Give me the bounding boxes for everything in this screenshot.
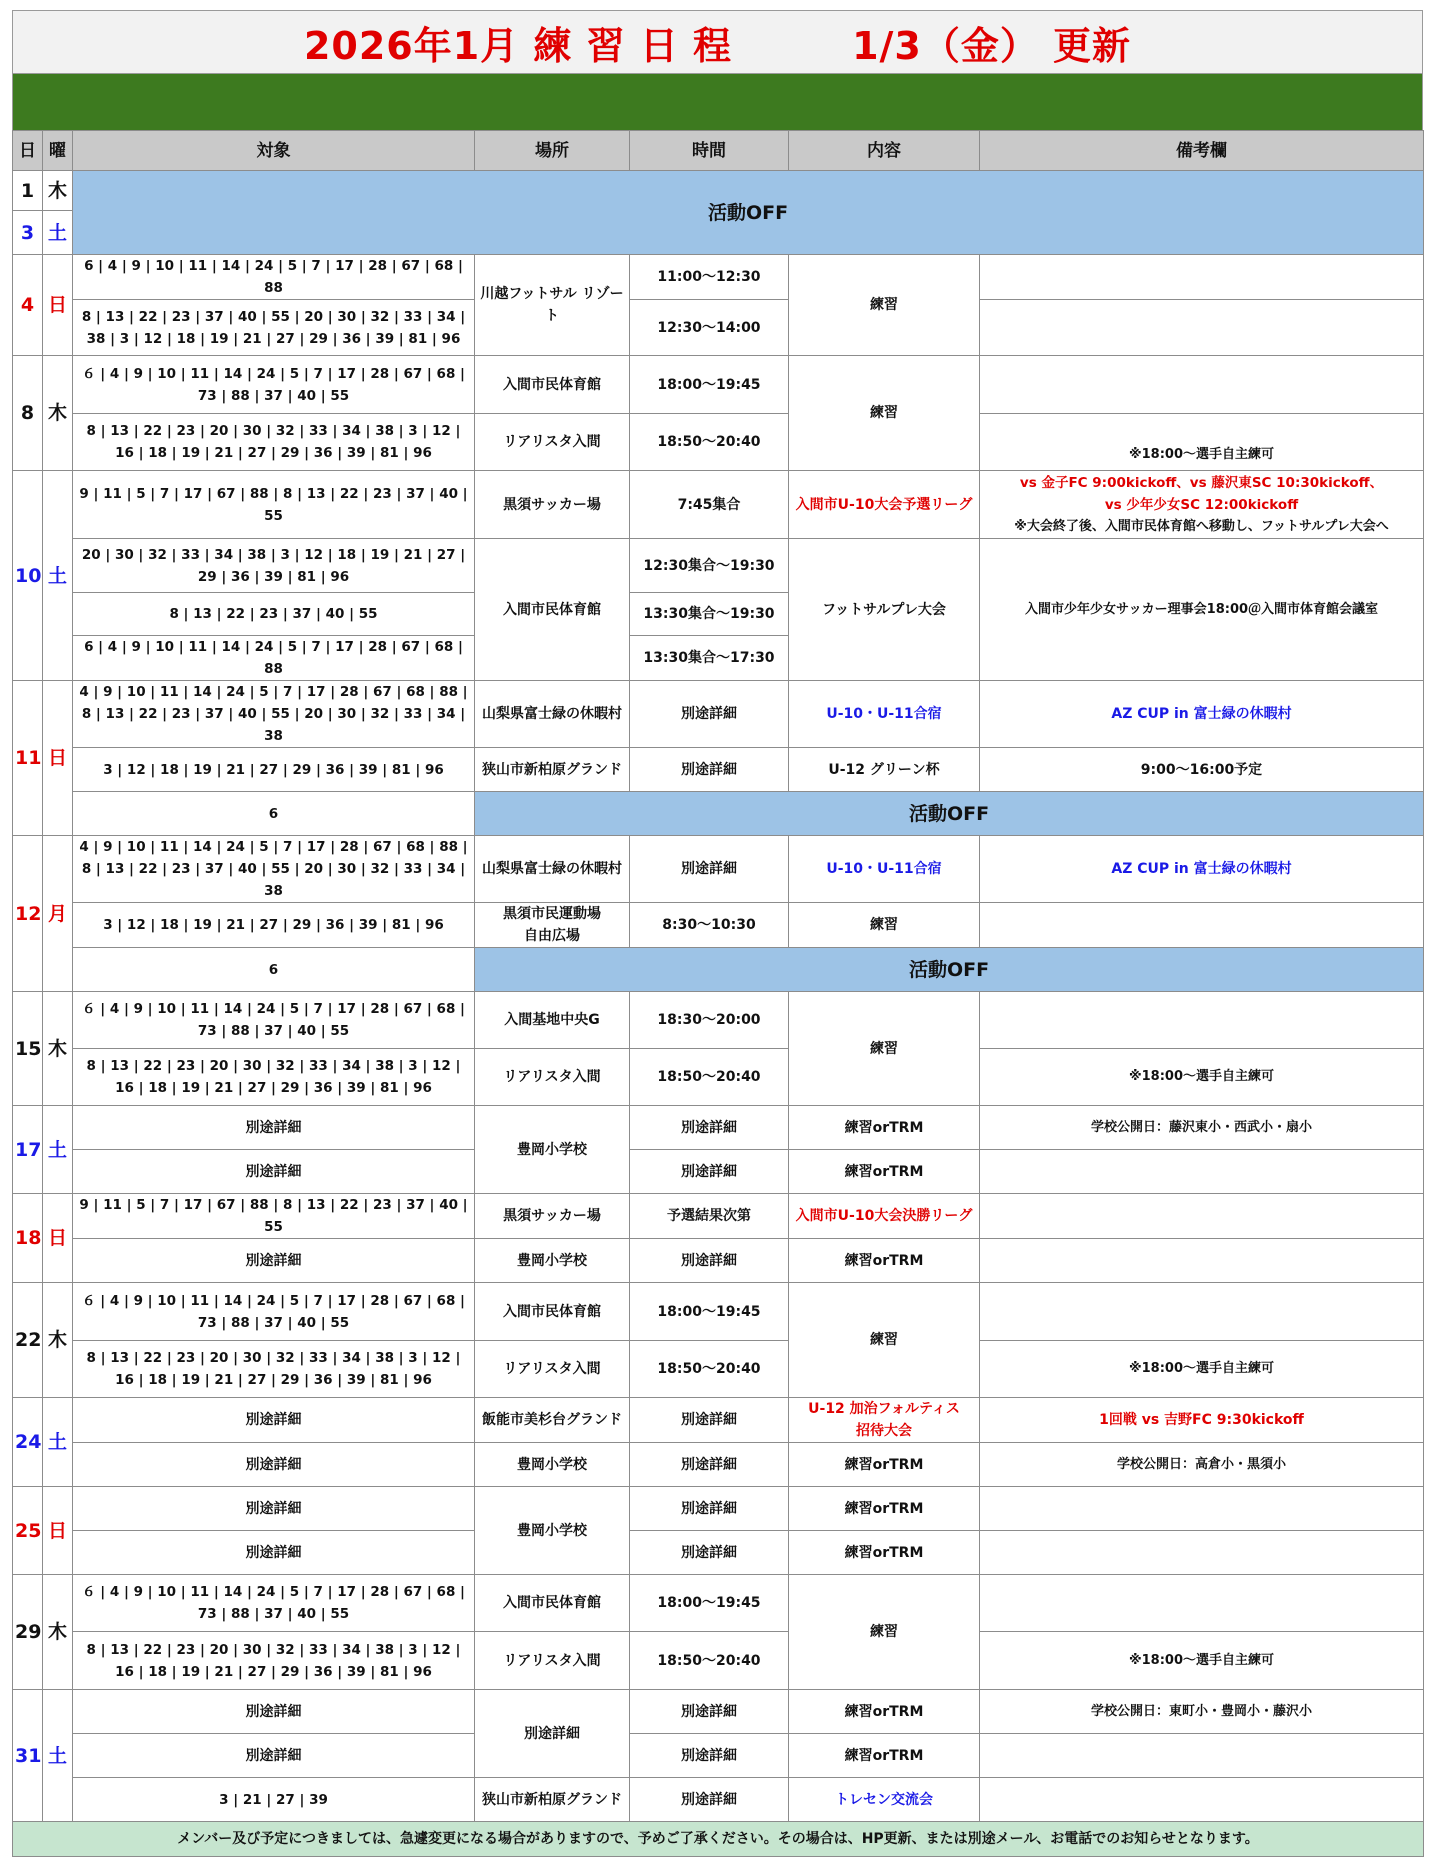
table-row: [13, 471, 1424, 539]
table-row: [13, 1341, 1424, 1398]
target-cell: 別途詳細: [73, 1531, 475, 1575]
place-cell: 狭山市新柏原グランド: [475, 1778, 630, 1822]
content-cell: トレセン交流会: [789, 1778, 980, 1822]
time-cell: 13:30集合～19:30: [630, 593, 789, 636]
table-row: [13, 1283, 1424, 1341]
content-cell: 練習orTRM: [789, 1150, 980, 1194]
content-line: 招待大会: [856, 1423, 912, 1439]
content-line: U-12 加治フォルティス: [808, 1401, 960, 1417]
target-cell: 8 | 13 | 22 | 23 | 20 | 30 | 32 | 33 | 34 | 38 | 3 | 12 | 16 | 18 | 19 | 21 | 27 | 29 | 36 | 39 | 81 | 96: [73, 1049, 475, 1106]
day-number: 12: [13, 836, 43, 992]
time-cell: 別途詳細: [630, 1398, 789, 1443]
off-cell: 活動OFF: [73, 171, 1424, 255]
table-row: [13, 681, 1424, 748]
note-cell: 入間市少年少女サッカー理事会18:00＠入間市体育館会議室: [980, 539, 1424, 681]
place-cell: 入間市民体育館: [475, 356, 630, 414]
place-line: 自由広場: [524, 928, 580, 944]
note-cell: 1回戦 vs 吉野FC 9:30kickoff: [980, 1398, 1424, 1443]
content-cell: 練習orTRM: [789, 1443, 980, 1487]
note-cell: [980, 1575, 1424, 1632]
weekday: 土: [43, 211, 73, 255]
header-place: 場所: [475, 131, 630, 171]
weekday: 木: [43, 171, 73, 211]
place-cell: 入間基地中央G: [475, 992, 630, 1049]
time-cell: 別途詳細: [630, 1734, 789, 1778]
place-cell: 入間市民体育館: [475, 539, 630, 681]
table-row: [13, 255, 1424, 300]
day-number: 25: [13, 1487, 43, 1575]
time-cell: 18:30～20:00: [630, 992, 789, 1049]
target-cell: 20 | 30 | 32 | 33 | 34 | 38 | 3 | 12 | 18 | 19 | 21 | 27 | 29 | 36 | 39 | 81 | 96: [73, 539, 475, 593]
weekday: 木: [43, 356, 73, 471]
note-cell: [980, 1778, 1424, 1822]
header-target: 対象: [73, 131, 475, 171]
day-number: 18: [13, 1194, 43, 1283]
target-cell: ６ | 4 | 9 | 10 | 11 | 14 | 24 | 5 | 7 | 17 | 28 | 67 | 68 | 73 | 88 | 37 | 40 | 55: [73, 356, 475, 414]
target-cell: 6: [73, 792, 475, 836]
note-cell: [980, 1283, 1424, 1341]
weekday: 木: [43, 1575, 73, 1690]
header-time: 時間: [630, 131, 789, 171]
target-cell: 別途詳細: [73, 1150, 475, 1194]
weekday: 土: [43, 1690, 73, 1822]
time-cell: 18:00～19:45: [630, 356, 789, 414]
table-row: [13, 792, 1424, 836]
weekday: 月: [43, 836, 73, 992]
target-cell: 別途詳細: [73, 1106, 475, 1150]
header-content: 内容: [789, 131, 980, 171]
place-cell: 狭山市新柏原グランド: [475, 748, 630, 792]
day-number: 17: [13, 1106, 43, 1194]
content-cell: 練習: [789, 356, 980, 471]
weekday: 木: [43, 992, 73, 1106]
table-row: [13, 992, 1424, 1049]
table-row: [13, 171, 1424, 211]
target-cell: 6 | 4 | 9 | 10 | 11 | 14 | 24 | 5 | 7 | 17 | 28 | 67 | 68 | 88: [73, 255, 475, 300]
weekday: 日: [43, 681, 73, 836]
target-cell: 4 | 9 | 10 | 11 | 14 | 24 | 5 | 7 | 17 | 28 | 67 | 68 | 88 | 8 | 13 | 22 | 23 | 37 | 40 | 55 | 20 | 30 | 32 | 33 | 34 | 38: [73, 836, 475, 903]
off-cell: 活動OFF: [475, 948, 1424, 992]
time-cell: 別途詳細: [630, 1443, 789, 1487]
content-cell: 入間市U-10大会予選リーグ: [789, 471, 980, 539]
time-cell: 11:00～12:30: [630, 255, 789, 300]
content-cell: 練習orTRM: [789, 1690, 980, 1734]
time-cell: 別途詳細: [630, 748, 789, 792]
place-cell: リアリスタ入間: [475, 414, 630, 471]
time-cell: 別途詳細: [630, 836, 789, 903]
table-row: [13, 1778, 1424, 1822]
note-cell: ※18:00～選手自主練可: [980, 1341, 1424, 1398]
weekday: 日: [43, 255, 73, 356]
target-cell: 別途詳細: [73, 1398, 475, 1443]
note-cell: 学校公開日：東町小・豊岡小・藤沢小: [980, 1690, 1424, 1734]
table-row: [13, 1632, 1424, 1690]
table-row: [13, 1239, 1424, 1283]
content-cell: 入間市U-10大会決勝リーグ: [789, 1194, 980, 1239]
day-number: 31: [13, 1690, 43, 1822]
note-cell: [980, 471, 1424, 539]
table-row: [13, 1106, 1424, 1150]
time-cell: 18:00～19:45: [630, 1283, 789, 1341]
time-cell: 18:50～20:40: [630, 1341, 789, 1398]
target-cell: ６ | 4 | 9 | 10 | 11 | 14 | 24 | 5 | 7 | 17 | 28 | 67 | 68 | 73 | 88 | 37 | 40 | 55: [73, 1575, 475, 1632]
footer-notice: メンバー及び予定につきましては、急遽変更になる場合がありますので、予めご了承ください。その場合は、HP更新、または別途メール、お電話でのお知らせとなります。: [13, 1822, 1424, 1857]
title-month: 2026年1月 練 習 日 程: [303, 23, 733, 68]
footer-row: [13, 1822, 1424, 1857]
time-cell: 別途詳細: [630, 1150, 789, 1194]
day-number: 3: [13, 211, 43, 255]
target-cell: 別途詳細: [73, 1239, 475, 1283]
off-cell: 活動OFF: [475, 792, 1424, 836]
time-cell: 別途詳細: [630, 1531, 789, 1575]
table-row: [13, 414, 1424, 471]
target-cell: 6: [73, 948, 475, 992]
note-line: vs 金子FC 9:00kickoff、vs 藤沢東SC 10:30kickoff、: [1019, 474, 1384, 491]
target-cell: 9 | 11 | 5 | 7 | 17 | 67 | 88 | 8 | 13 | 22 | 23 | 37 | 40 | 55: [73, 471, 475, 539]
note-cell: [980, 992, 1424, 1049]
time-cell: 別途詳細: [630, 1106, 789, 1150]
note-cell: AZ CUP in 富士緑の休暇村: [980, 681, 1424, 748]
schedule-table: [12, 130, 1424, 1857]
content-cell: U-12 グリーン杯: [789, 748, 980, 792]
schedule-sheet: [12, 10, 1423, 1857]
time-cell: 別途詳細: [630, 1487, 789, 1531]
table-row: [13, 948, 1424, 992]
place-cell: 豊岡小学校: [475, 1106, 630, 1194]
note-cell: ※18:00～選手自主練可: [980, 1049, 1424, 1106]
time-cell: 7:45集合: [630, 471, 789, 539]
place-cell: 飯能市美杉台グランド: [475, 1398, 630, 1443]
time-cell: 13:30集合～17:30: [630, 636, 789, 681]
place-cell: [475, 903, 630, 948]
day-number: 22: [13, 1283, 43, 1398]
day-number: 15: [13, 992, 43, 1106]
header-band: [12, 74, 1423, 130]
content-cell: 練習orTRM: [789, 1239, 980, 1283]
table-row: [13, 1194, 1424, 1239]
place-cell: 黒須サッカー場: [475, 1194, 630, 1239]
target-cell: 8 | 13 | 22 | 23 | 20 | 30 | 32 | 33 | 34 | 38 | 3 | 12 | 16 | 18 | 19 | 21 | 27 | 29 | 36 | 39 | 81 | 96: [73, 1341, 475, 1398]
weekday: 土: [43, 1106, 73, 1194]
target-cell: 別途詳細: [73, 1734, 475, 1778]
content-cell: 練習: [789, 992, 980, 1106]
note-cell: 学校公開日：高倉小・黒須小: [980, 1443, 1424, 1487]
target-cell: 別途詳細: [73, 1690, 475, 1734]
time-cell: 12:30集合～19:30: [630, 539, 789, 593]
note-cell: [980, 1487, 1424, 1531]
header-weekday: 曜: [43, 131, 73, 171]
table-row: [13, 1398, 1424, 1443]
content-cell: 練習: [789, 903, 980, 948]
content-cell: フットサルプレ大会: [789, 539, 980, 681]
note-cell: [980, 1239, 1424, 1283]
header-day: 日: [13, 131, 43, 171]
place-cell: 豊岡小学校: [475, 1443, 630, 1487]
time-cell: 別途詳細: [630, 681, 789, 748]
table-row: [13, 1150, 1424, 1194]
table-row: [13, 300, 1424, 356]
place-cell: 入間市民体育館: [475, 1575, 630, 1632]
note-cell: [980, 1150, 1424, 1194]
note-cell: AZ CUP in 富士緑の休暇村: [980, 836, 1424, 903]
place-cell: 川越フットサル リゾート: [475, 255, 630, 356]
table-row: [13, 1575, 1424, 1632]
note-cell: 学校公開日：藤沢東小・西武小・扇小: [980, 1106, 1424, 1150]
time-cell: 18:50～20:40: [630, 414, 789, 471]
target-cell: 8 | 13 | 22 | 23 | 20 | 30 | 32 | 33 | 34 | 38 | 3 | 12 | 16 | 18 | 19 | 21 | 27 | 29 | 36 | 39 | 81 | 96: [73, 414, 475, 471]
table-row: [13, 748, 1424, 792]
content-cell: 練習: [789, 1283, 980, 1398]
content-cell: 練習orTRM: [789, 1106, 980, 1150]
note-cell: [980, 1194, 1424, 1239]
content-cell: U-10・U-11合宿: [789, 681, 980, 748]
place-cell: リアリスタ入間: [475, 1341, 630, 1398]
day-number: 24: [13, 1398, 43, 1487]
note-cell: [980, 1531, 1424, 1575]
table-row: [13, 356, 1424, 414]
note-line: ※大会終了後、入間市民体育館へ移動し、フットサルプレ大会へ: [1014, 518, 1389, 534]
place-cell: 豊岡小学校: [475, 1487, 630, 1575]
target-cell: 8 | 13 | 22 | 23 | 37 | 40 | 55 | 20 | 30 | 32 | 33 | 34 | 38 | 3 | 12 | 18 | 19 | 21 | 27 | 29 | 36 | 39 | 81 | 96: [73, 300, 475, 356]
day-number: 8: [13, 356, 43, 471]
day-number: 1: [13, 171, 43, 211]
target-cell: ６ | 4 | 9 | 10 | 11 | 14 | 24 | 5 | 7 | 17 | 28 | 67 | 68 | 73 | 88 | 37 | 40 | 55: [73, 992, 475, 1049]
note-cell: [980, 903, 1424, 948]
weekday: 土: [43, 1398, 73, 1487]
table-row: [13, 1690, 1424, 1734]
place-cell: 黒須サッカー場: [475, 471, 630, 539]
table-row: [13, 1049, 1424, 1106]
target-cell: 4 | 9 | 10 | 11 | 14 | 24 | 5 | 7 | 17 | 28 | 67 | 68 | 88 | 8 | 13 | 22 | 23 | 37 | 40 | 55 | 20 | 30 | 32 | 33 | 34 | 38: [73, 681, 475, 748]
place-cell: 別途詳細: [475, 1690, 630, 1778]
content-cell: U-10・U-11合宿: [789, 836, 980, 903]
target-cell: 8 | 13 | 22 | 23 | 20 | 30 | 32 | 33 | 34 | 38 | 3 | 12 | 16 | 18 | 19 | 21 | 27 | 29 | 36 | 39 | 81 | 96: [73, 1632, 475, 1690]
time-cell: 予選結果次第: [630, 1194, 789, 1239]
content-cell: 練習orTRM: [789, 1531, 980, 1575]
note-cell: ※18:00～選手自主練可: [980, 414, 1424, 471]
target-cell: 別途詳細: [73, 1443, 475, 1487]
content-cell: 練習orTRM: [789, 1487, 980, 1531]
place-line: 黒須市民運動場: [503, 906, 601, 922]
table-row: [13, 539, 1424, 593]
place-cell: 入間市民体育館: [475, 1283, 630, 1341]
weekday: 日: [43, 1487, 73, 1575]
target-cell: 3 | 12 | 18 | 19 | 21 | 27 | 29 | 36 | 39 | 81 | 96: [73, 903, 475, 948]
time-cell: 別途詳細: [630, 1690, 789, 1734]
header-row: [13, 131, 1424, 171]
content-cell: 練習: [789, 1575, 980, 1690]
note-cell: 9:00～16:00予定: [980, 748, 1424, 792]
target-cell: 8 | 13 | 22 | 23 | 37 | 40 | 55: [73, 593, 475, 636]
day-number: 29: [13, 1575, 43, 1690]
header-notes: 備考欄: [980, 131, 1424, 171]
place-cell: 豊岡小学校: [475, 1239, 630, 1283]
time-cell: 18:00～19:45: [630, 1575, 789, 1632]
content-cell: 練習orTRM: [789, 1734, 980, 1778]
time-cell: 別途詳細: [630, 1778, 789, 1822]
target-cell: ６ | 4 | 9 | 10 | 11 | 14 | 24 | 5 | 7 | 17 | 28 | 67 | 68 | 73 | 88 | 37 | 40 | 55: [73, 1283, 475, 1341]
target-cell: 3 | 21 | 27 | 39: [73, 1778, 475, 1822]
target-cell: 9 | 11 | 5 | 7 | 17 | 67 | 88 | 8 | 13 | 22 | 23 | 37 | 40 | 55: [73, 1194, 475, 1239]
time-cell: 別途詳細: [630, 1239, 789, 1283]
day-number: 10: [13, 471, 43, 681]
place-cell: 山梨県富士緑の休暇村: [475, 681, 630, 748]
table-row: [13, 1734, 1424, 1778]
note-cell: [980, 300, 1424, 356]
note-cell: [980, 356, 1424, 414]
time-cell: 18:50～20:40: [630, 1632, 789, 1690]
time-cell: 12:30～14:00: [630, 300, 789, 356]
note-line: vs 少年少女SC 12:00kickoff: [1104, 496, 1299, 513]
note-cell: ※18:00～選手自主練可: [980, 1632, 1424, 1690]
table-row: [13, 1531, 1424, 1575]
time-cell: 8:30～10:30: [630, 903, 789, 948]
target-cell: 6 | 4 | 9 | 10 | 11 | 14 | 24 | 5 | 7 | 17 | 28 | 67 | 68 | 88: [73, 636, 475, 681]
content-cell: [789, 1398, 980, 1443]
place-cell: 山梨県富士緑の休暇村: [475, 836, 630, 903]
day-number: 4: [13, 255, 43, 356]
title-updated: 1/3（金） 更新: [852, 23, 1132, 68]
time-cell: 18:50～20:40: [630, 1049, 789, 1106]
weekday: 土: [43, 471, 73, 681]
note-cell: [980, 255, 1424, 300]
target-cell: 別途詳細: [73, 1487, 475, 1531]
page-title: [12, 10, 1423, 74]
place-cell: リアリスタ入間: [475, 1049, 630, 1106]
weekday: 木: [43, 1283, 73, 1398]
weekday: 日: [43, 1194, 73, 1283]
table-row: [13, 1487, 1424, 1531]
table-row: [13, 903, 1424, 948]
table-row: [13, 1443, 1424, 1487]
table-row: [13, 836, 1424, 903]
target-cell: 3 | 12 | 18 | 19 | 21 | 27 | 29 | 36 | 39 | 81 | 96: [73, 748, 475, 792]
place-cell: リアリスタ入間: [475, 1632, 630, 1690]
note-cell: [980, 1734, 1424, 1778]
content-cell: 練習: [789, 255, 980, 356]
day-number: 11: [13, 681, 43, 836]
